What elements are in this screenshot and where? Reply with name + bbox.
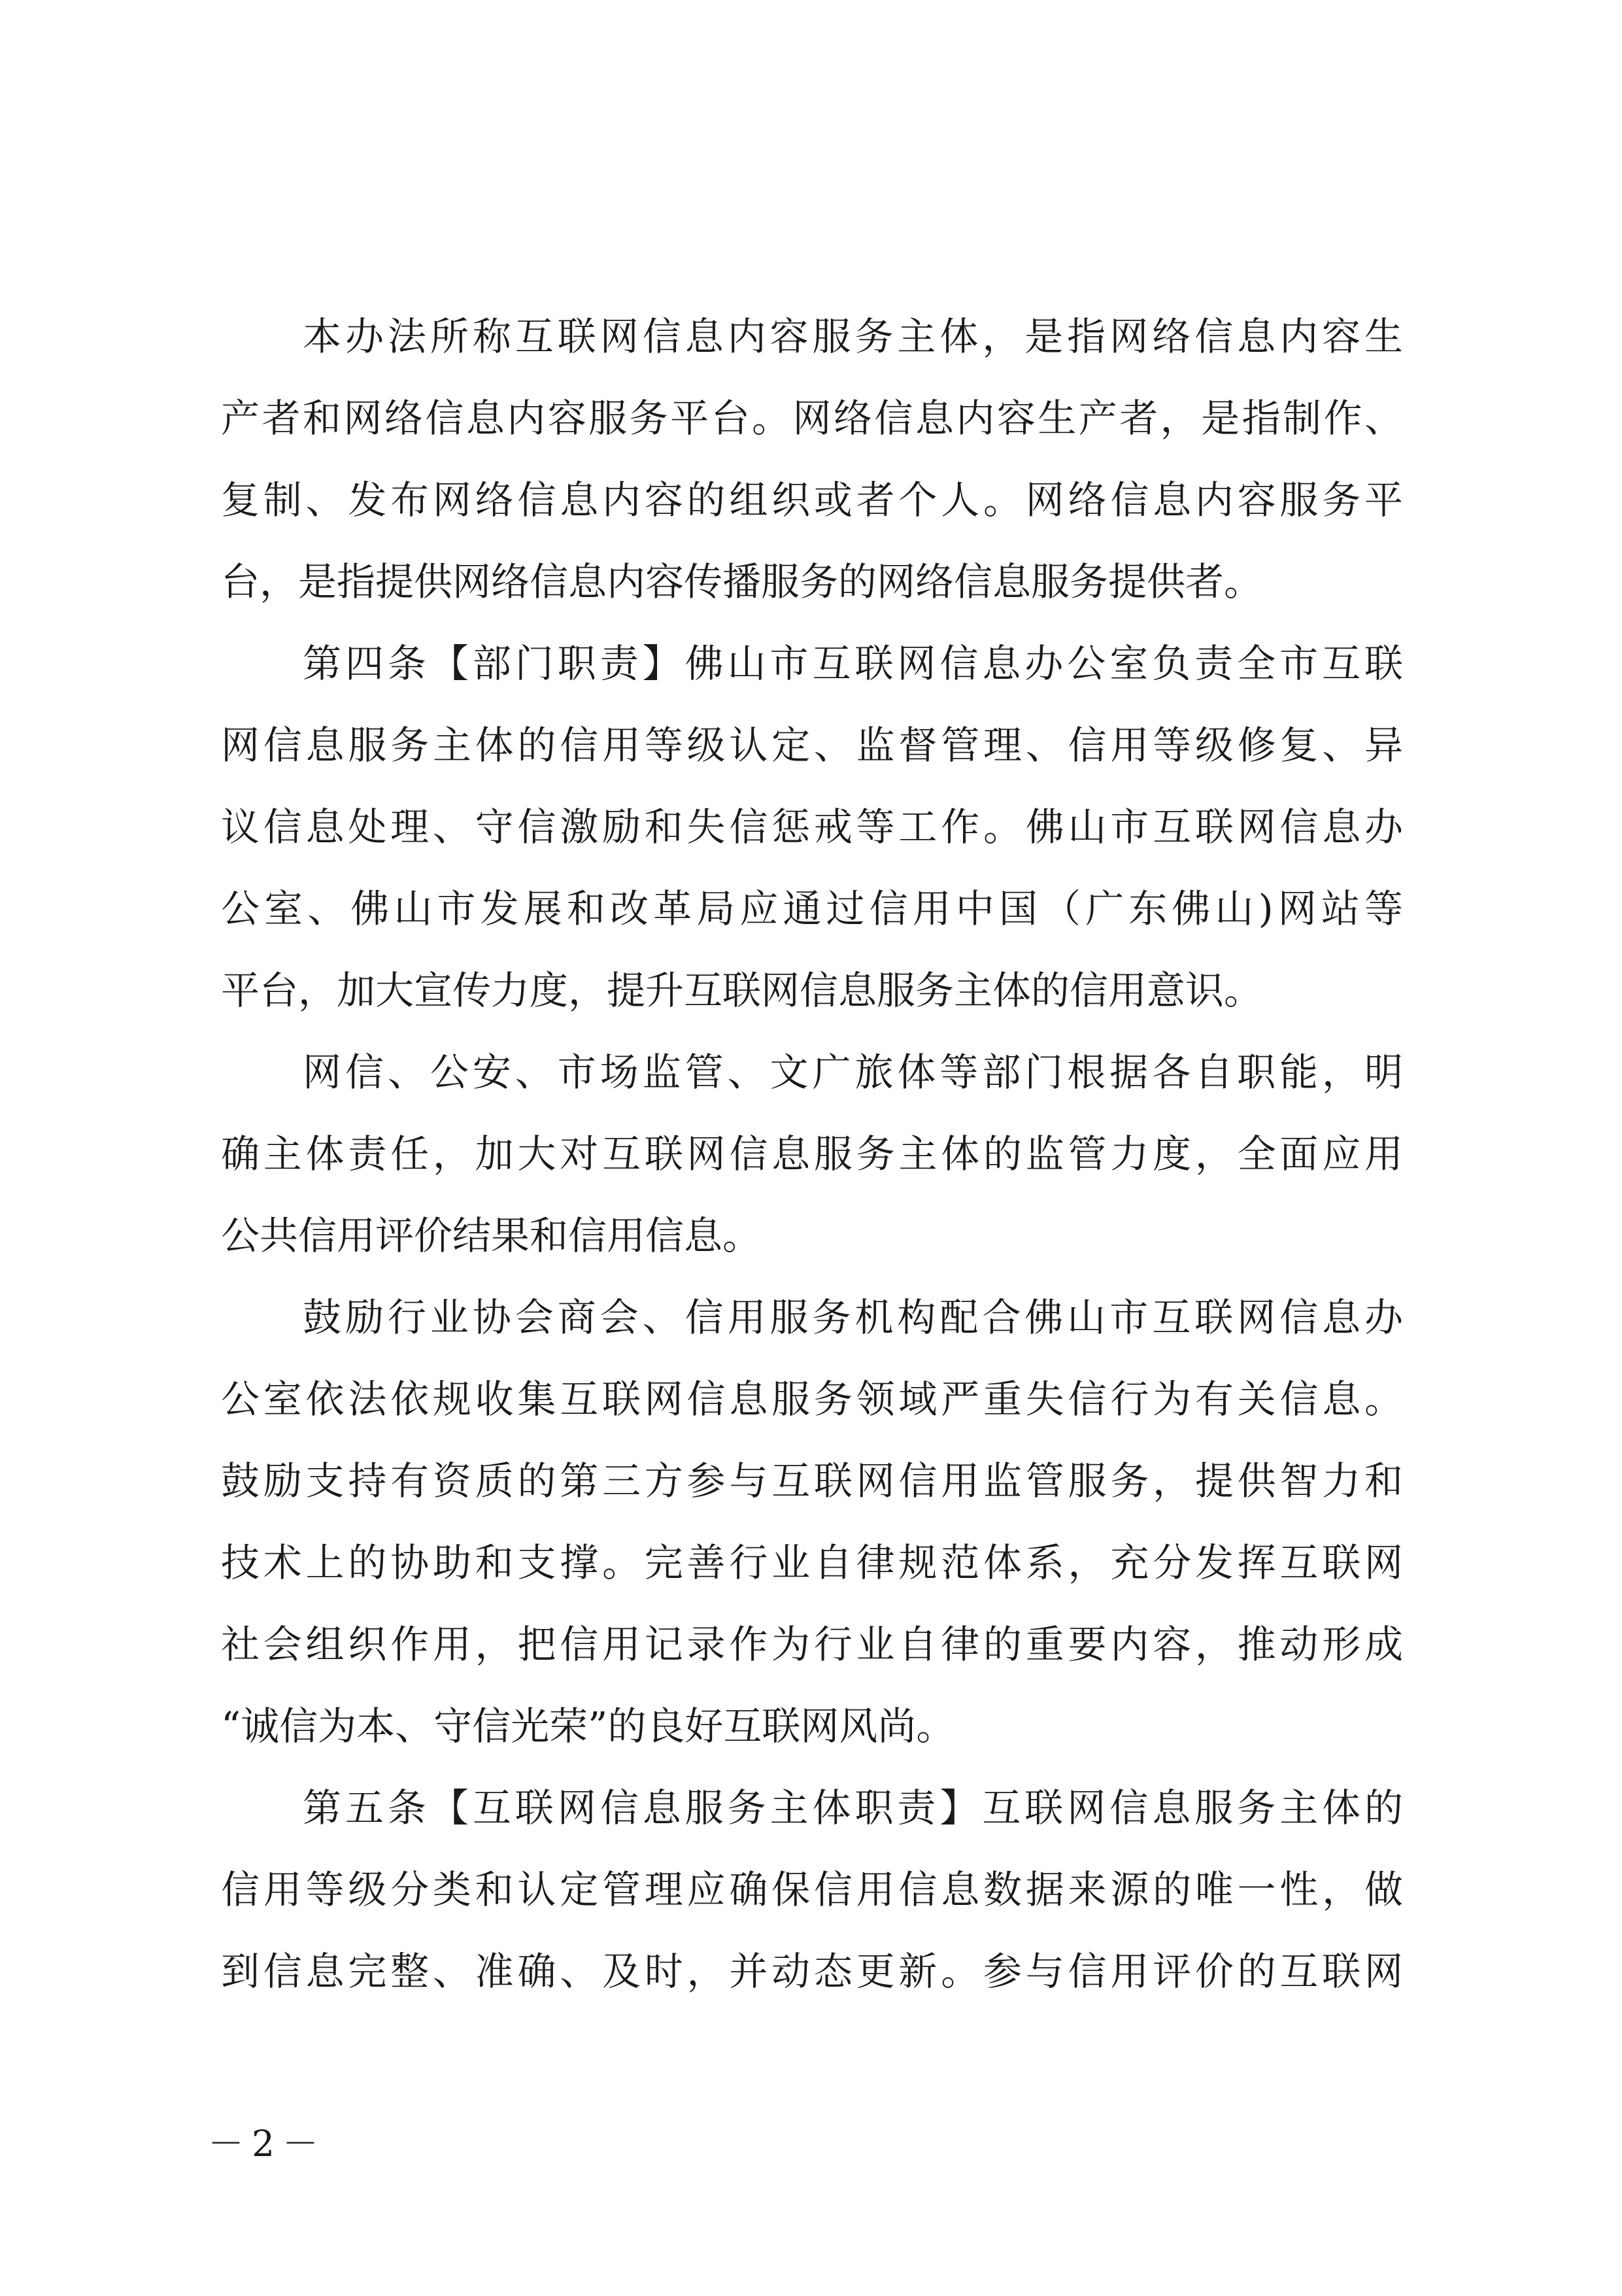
text-line: 公共信用评价结果和信用信息。 bbox=[221, 1213, 762, 1258]
text-line: 公室依法依规收集互联网信息服务领域严重失信行为有关信息。 bbox=[221, 1377, 1403, 1422]
page-number: －2－ bbox=[208, 2123, 326, 2165]
text-line: 产者和网络信息内容服务平台。网络信息内容生产者，是指制作、 bbox=[221, 396, 1403, 441]
text-line: 复制、发布网络信息内容的组织或者个人。网络信息内容服务平 bbox=[221, 477, 1403, 523]
text-line: “诚信为本、守信光荣”的良好互联网风尚。 bbox=[221, 1704, 955, 1749]
text-line: 台，是指提供网络信息内容传播服务的网络信息服务提供者。 bbox=[221, 559, 1263, 604]
text-line: 到信息完整、准确、及时，并动态更新。参与信用评价的互联网 bbox=[221, 1949, 1403, 1994]
text-line: 网信、公安、市场监管、文广旅体等部门根据各自职能，明 bbox=[303, 1050, 1403, 1095]
text-line: 鼓励行业协会商会、信用服务机构配合佛山市互联网信息办 bbox=[303, 1295, 1403, 1340]
text-line: 信用等级分类和认定管理应确保信用信息数据来源的唯一性，做 bbox=[221, 1867, 1403, 1912]
text-line: 议信息处理、守信激励和失信惩戒等工作。佛山市互联网信息办 bbox=[221, 804, 1403, 849]
text-line: 第四条【部门职责】佛山市互联网信息办公室负责全市互联 bbox=[303, 641, 1403, 686]
text-line: 技术上的协助和支撑。完善行业自律规范体系，充分发挥互联网 bbox=[221, 1540, 1403, 1585]
text-line: 公室、佛山市发展和改革局应通过信用中国（广东佛山)网站等 bbox=[221, 886, 1403, 931]
text-line: 社会组织作用，把信用记录作为行业自律的重要内容，推动形成 bbox=[221, 1622, 1403, 1667]
text-line: 确主体责任，加大对互联网信息服务主体的监管力度，全面应用 bbox=[221, 1131, 1403, 1176]
text-line: 平台，加大宣传力度，提升互联网信息服务主体的信用意识。 bbox=[221, 968, 1263, 1013]
text-line: 鼓励支持有资质的第三方参与互联网信用监管服务，提供智力和 bbox=[221, 1458, 1403, 1503]
text-line: 第五条【互联网信息服务主体职责】互联网信息服务主体的 bbox=[303, 1785, 1403, 1830]
text-line: 本办法所称互联网信息内容服务主体，是指网络信息内容生 bbox=[303, 314, 1403, 359]
text-line: 网信息服务主体的信用等级认定、监督管理、信用等级修复、异 bbox=[221, 723, 1403, 768]
